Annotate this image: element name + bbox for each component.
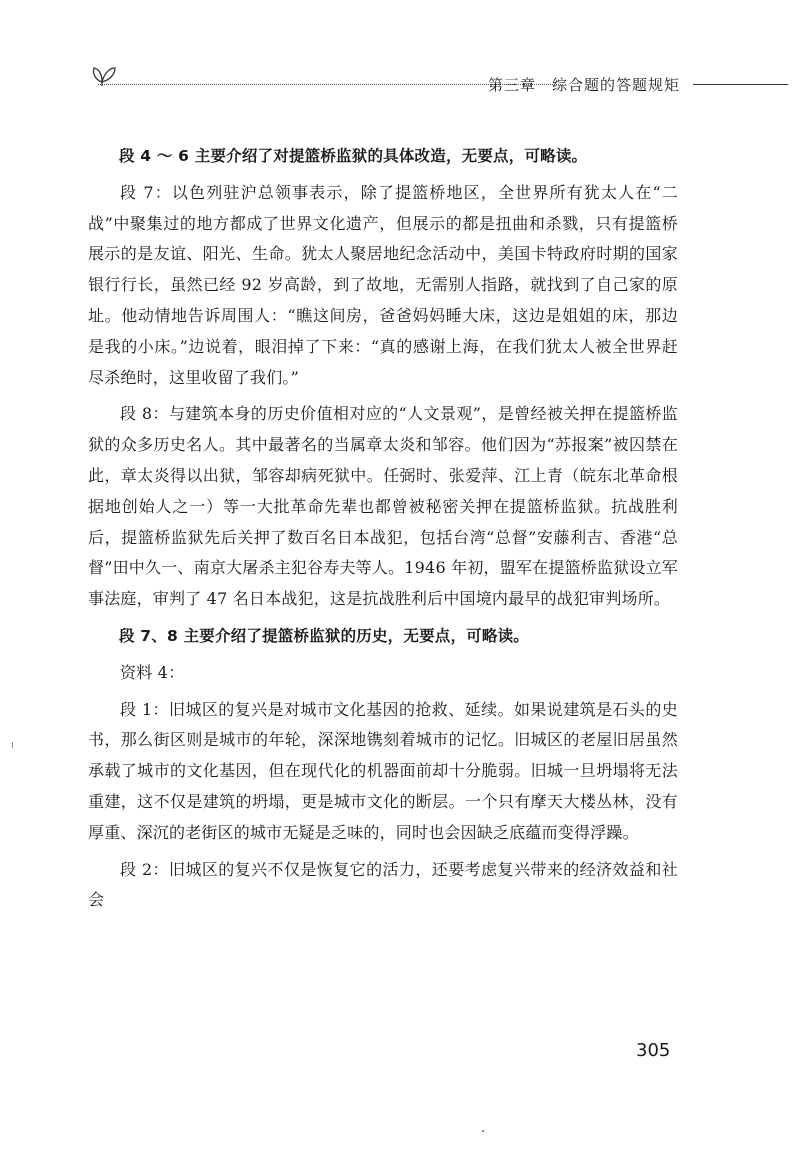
scan-speck (482, 1130, 484, 1132)
margin-mark (12, 742, 13, 748)
page-number: 305 (636, 1040, 671, 1061)
material-paragraph-1: 段 1：旧城区的复兴是对城市文化基因的抢救、延续。如果说建筑是石头的史书，那么街区则是城市的年轮，深深地镌刻着城市的记忆。旧城区的老屋旧居虽然承载了城市的文化基因，但在现代化的机器面前却十分脆弱。旧城一旦坍塌将无法重建，这不仅是建筑的坍塌，更是城市文化的断层。一个只有摩天大楼丛林，没有厚重、深沉的老街区的城市无疑是乏味的，同时也会因缺乏底蕴而变得浮躁。 (88, 699, 678, 842)
body-paragraph-8: 段 8：与建筑本身的历史价值相对应的“人文景观”，是曾经被关押在提篮桥监狱的众多历史名人。其中最著名的当属章太炎和邹容。他们因为“苏报案”被囚禁在此，章太炎得以出狱，邹容却病死狱中。任弼时、张爱萍、江上青（皖东北革命根据地创始人之一）等一大批革命先辈也都曾被秘密关押在提篮桥监狱。抗战胜利后，提篮桥监狱先后关押了数百名日本战犯，包括台湾“总督”安藤利吉、香港“总督”田中久一、南京大屠杀主犯谷寿夫等人。1946 年初，盟军在提篮桥监狱设立军事法庭，审判了 47 名日本战犯，这是抗战胜利后中国境内最早的战犯审判场所。 (88, 404, 678, 609)
material-paragraph-2: 段 2：旧城区的复兴不仅是恢复它的活力，还要考虑复兴带来的经济效益和社会 (88, 859, 678, 910)
page-body (88, 141, 678, 916)
running-header (88, 62, 788, 98)
chapter-title: 综合题的答题规矩 (552, 76, 681, 94)
header-title (488, 74, 681, 95)
material-heading: 资料 4： (120, 662, 185, 682)
header-solid-rule (693, 84, 788, 85)
summary-paragraph-7-8: 段 7、8 主要介绍了提篮桥监狱的历史，无要点，可略读。 (119, 626, 529, 645)
summary-paragraph-4-6: 段 4 ～ 6 主要介绍了对提篮桥监狱的具体改造，无要点，可略读。 (119, 147, 588, 165)
chapter-label: 第三章 (488, 76, 537, 94)
body-paragraph-7: 段 7：以色列驻沪总领事表示，除了提篮桥地区，全世界所有犹太人在“二战”中聚集过的地方都成了世界文化遗产，但展示的都是扭曲和杀戮，只有提篮桥展示的是友谊、阳光、生命。犹太人聚居地纪念活动中，美国卡特政府时期的国家银行行长，虽然已经 92 岁高龄，到了故地，无需别人指路，就找到了自己家的原址。他动情地告诉周围人：“瞧这间房，爸爸妈妈睡大床，这边是姐姐的床，那边是我的小床。”边说着，眼泪掉了下来：“真的感谢上海，在我们犹太人被全世界赶尽杀绝时，这里收留了我们。” (88, 182, 678, 387)
